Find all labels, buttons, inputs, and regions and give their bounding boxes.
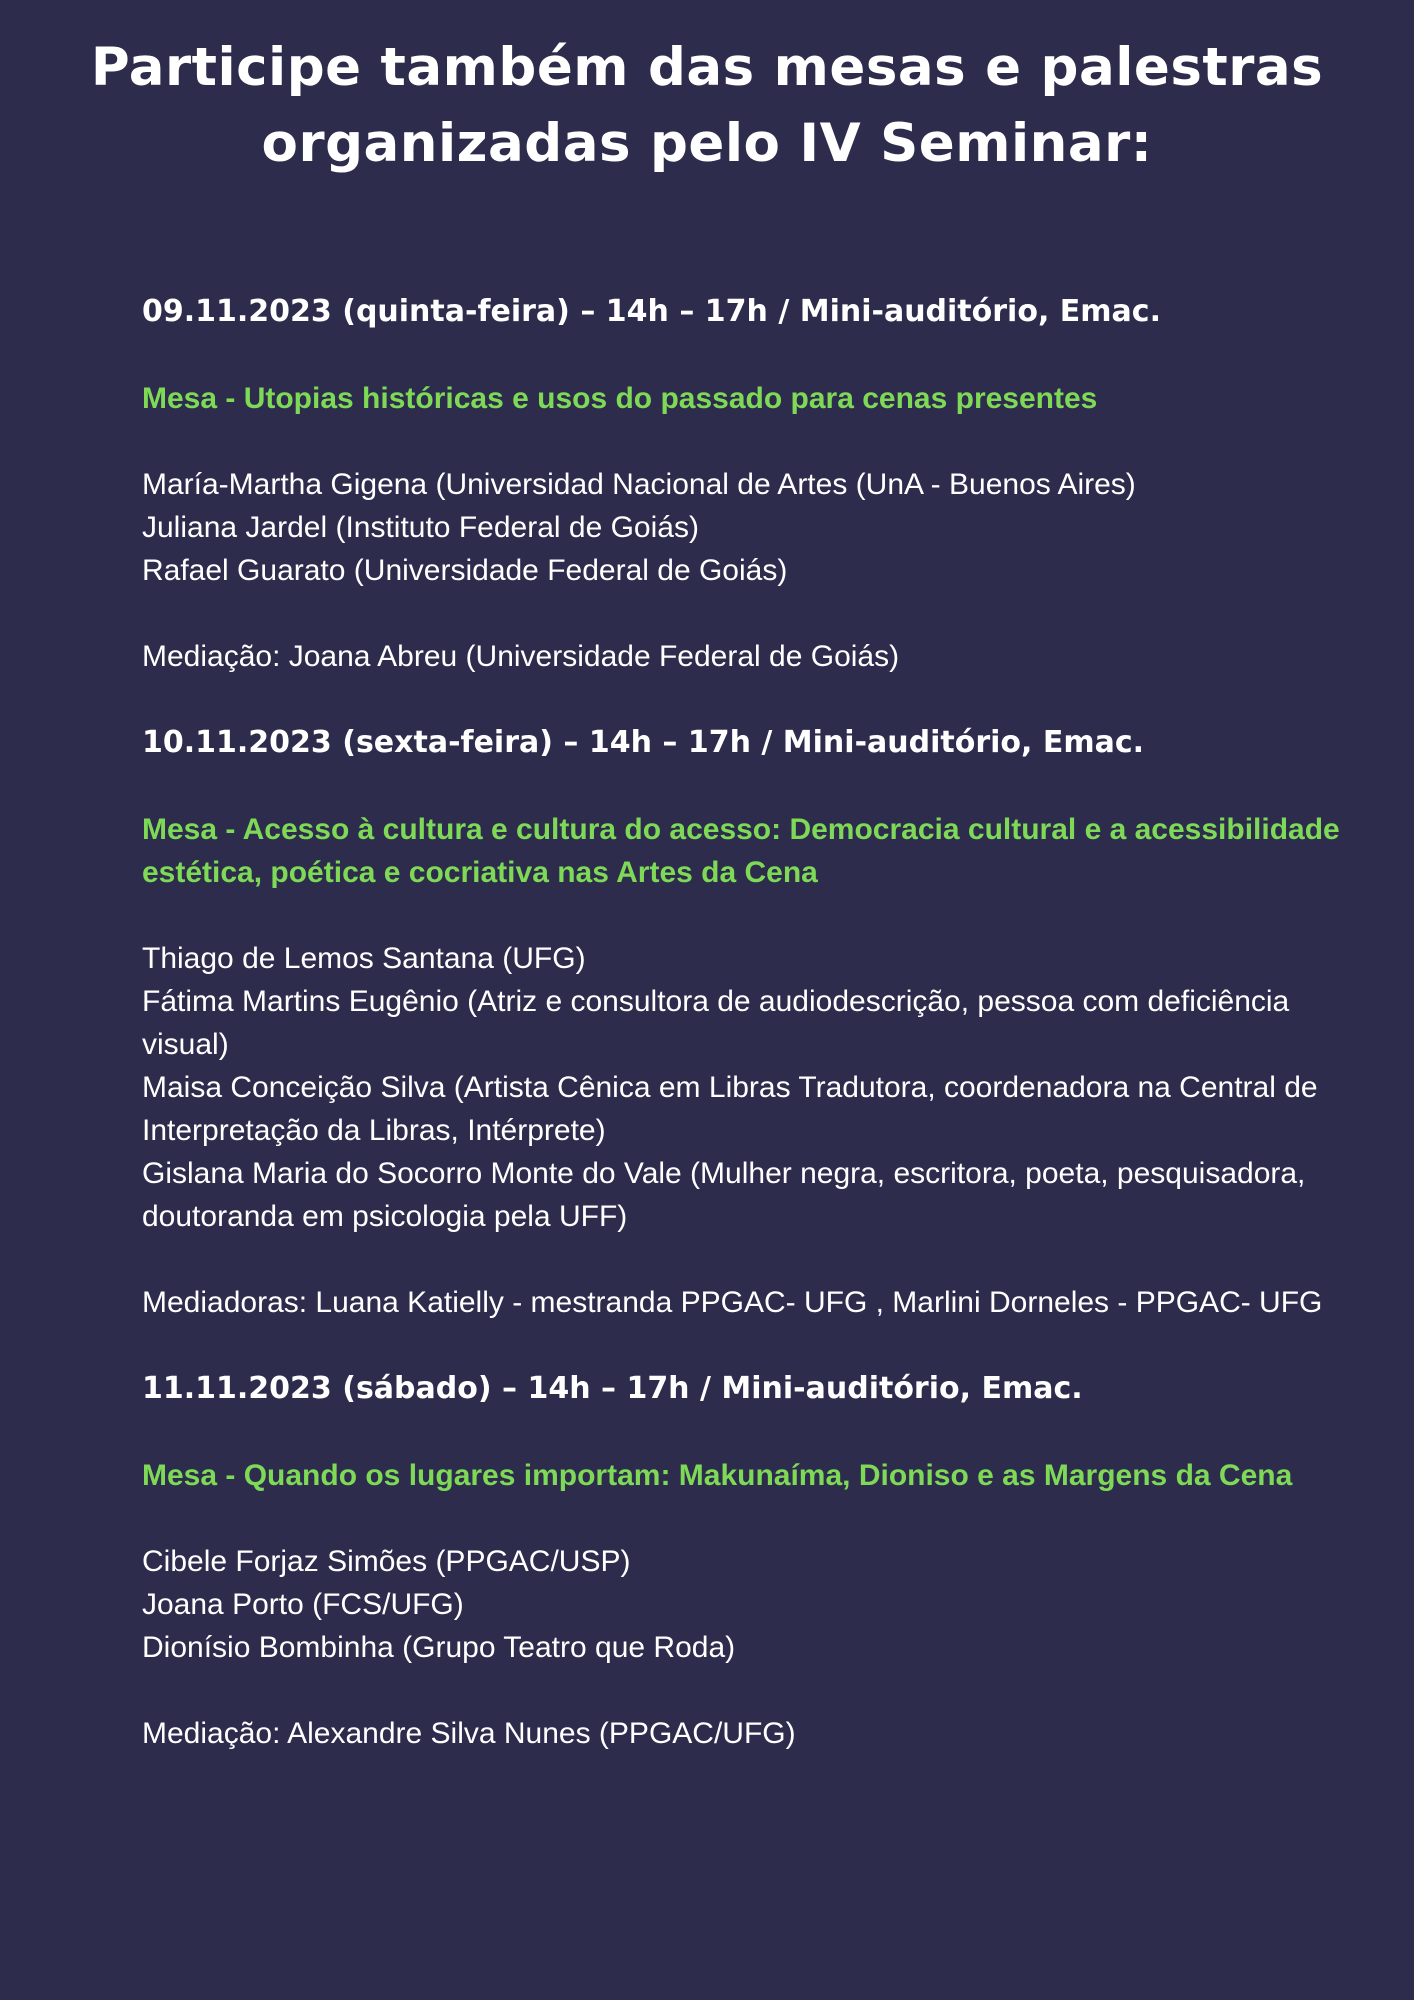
participant: Juliana Jardel (Instituto Federal de Goiás) xyxy=(142,511,699,544)
participant: Thiago de Lemos Santana (UFG) xyxy=(142,942,586,975)
session-2 xyxy=(142,721,1342,1324)
mesa-title: Mesa - Utopias históricas e usos do passado para cenas presentes xyxy=(142,382,1098,415)
participant-list xyxy=(142,937,1342,1238)
session-date-line: 10.11.2023 (sexta-feira) – 14h – 17h / Mini-auditório, Emac. xyxy=(142,725,1145,760)
session-1 xyxy=(142,290,1342,678)
page-title: Participe também das mesas e palestras organizadas pelo IV Seminar: xyxy=(90,37,1324,174)
participant: Gislana Maria do Socorro Monte do Vale (Mulher negra, escritora, poeta, pesquisadora, doutoranda em psicologia pela UFF) xyxy=(142,1157,1306,1233)
participant: Cibele Forjaz Simões (PPGAC/USP) xyxy=(142,1545,631,1578)
participant: Fátima Martins Eugênio (Atriz e consultora de audiodescrição, pessoa com deficiência visual) xyxy=(142,985,1290,1061)
participant: Maisa Conceição Silva (Artista Cênica em Libras Tradutora, coordenadora na Central de Interpretação da Libras, Intérprete) xyxy=(142,1071,1318,1147)
session-3 xyxy=(142,1367,1342,1755)
participant-list xyxy=(142,1540,1342,1669)
mediation-line: Mediação: Alexandre Silva Nunes (PPGAC/UFG) xyxy=(142,1717,796,1750)
mediation-line: Mediadoras: Luana Katielly - mestranda PPGAC- UFG , Marlini Dorneles - PPGAC- UFG xyxy=(142,1286,1323,1319)
mesa-title: Mesa - Acesso à cultura e cultura do acesso: Democracia cultural e a acessibilidade estética, poética e cocriativa nas Artes da Cena xyxy=(142,813,1340,889)
session-date-line: 09.11.2023 (quinta-feira) – 14h – 17h / Mini-auditório, Emac. xyxy=(142,294,1161,329)
sessions-list xyxy=(142,290,1342,1798)
mediation-line: Mediação: Joana Abreu (Universidade Federal de Goiás) xyxy=(142,640,900,673)
participant: Joana Porto (FCS/UFG) xyxy=(142,1588,464,1621)
participant: María-Martha Gigena (Universidad Nacional de Artes (UnA - Buenos Aires) xyxy=(142,468,1136,501)
participant: Dionísio Bombinha (Grupo Teatro que Roda) xyxy=(142,1631,736,1664)
participant-list xyxy=(142,463,1342,592)
mesa-title: Mesa - Quando os lugares importam: Makunaíma, Dioniso e as Margens da Cena xyxy=(142,1459,1293,1492)
participant: Rafael Guarato (Universidade Federal de Goiás) xyxy=(142,554,788,587)
session-date-line: 11.11.2023 (sábado) – 14h – 17h / Mini-auditório, Emac. xyxy=(142,1371,1083,1406)
